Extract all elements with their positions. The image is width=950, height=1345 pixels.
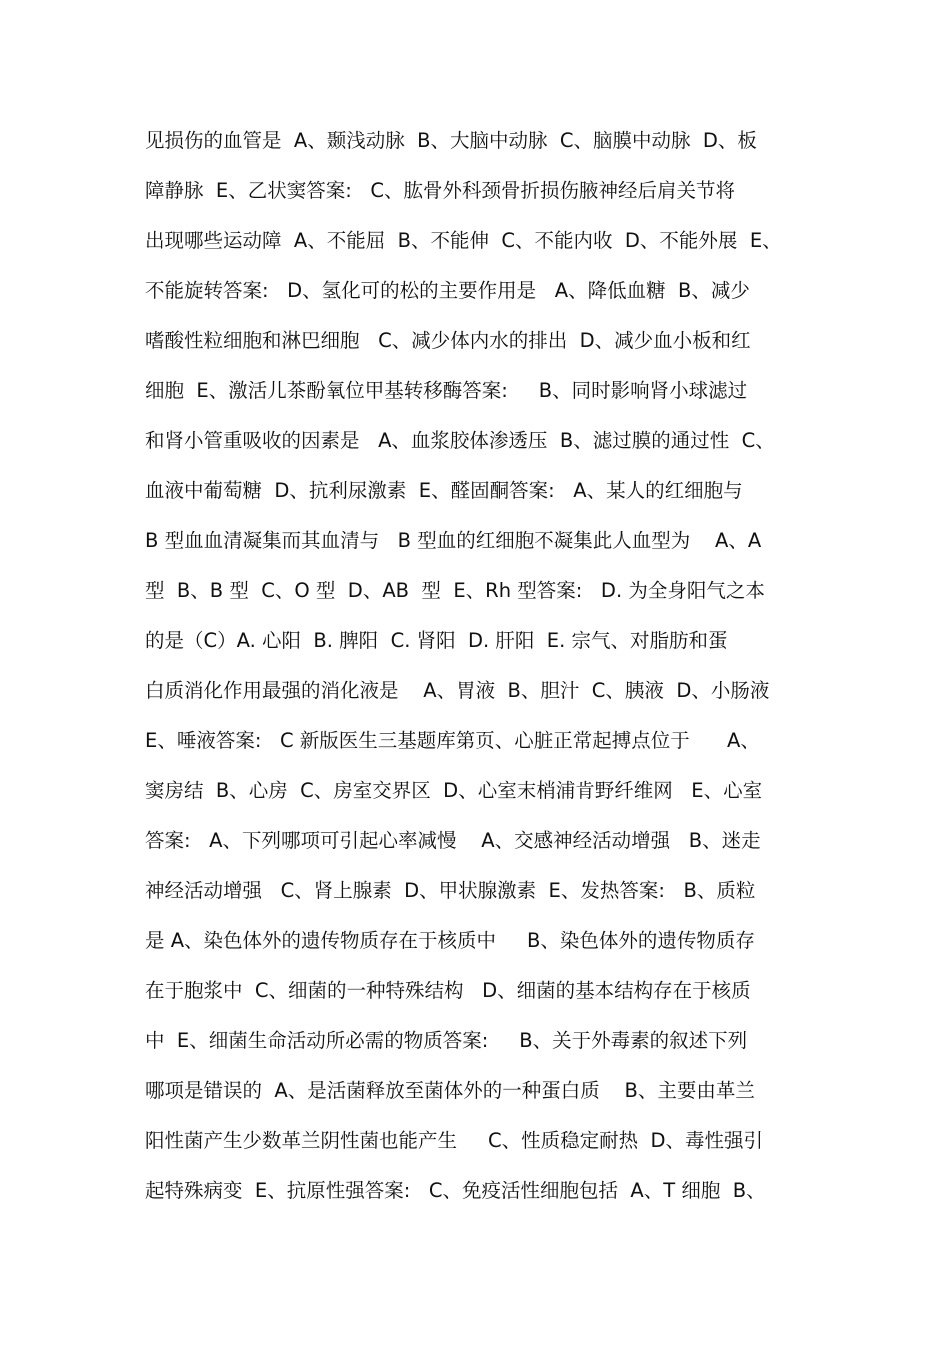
text-line: 型 B、B 型 C、O 型 D、AB 型 E、Rh 型答案: D. 为全身阳气之本 xyxy=(145,579,765,602)
text-line: 见损伤的血管是 A、颞浅动脉 B、大脑中动脉 C、脑膜中动脉 D、板 xyxy=(145,129,757,152)
text-line: 窦房结 B、心房 C、房室交界区 D、心室末梢浦肯野纤维网 E、心室 xyxy=(145,779,763,802)
text-line: 中 E、细菌生命活动所必需的物质答案: B、关于外毒素的叙述下列 xyxy=(145,1029,748,1052)
text-line: 阳性菌产生少数革兰阴性菌也能产生 C、性质稳定耐热 D、毒性强引 xyxy=(145,1129,764,1152)
text-line: E、唾液答案: C 新版医生三基题库第页、心脏正常起搏点位于 A、 xyxy=(145,729,760,752)
text-line: 的是（C）A. 心阳 B. 脾阳 C. 肾阳 D. 肝阳 E. 宗气、对脂肪和蛋 xyxy=(145,629,728,652)
text-line: 是 A、染色体外的遗传物质存在于核质中 B、染色体外的遗传物质存 xyxy=(145,929,755,952)
text-line: 血液中葡萄糖 D、抗利尿激素 E、醛固酮答案: A、某人的红细胞与 xyxy=(145,479,743,502)
text-line: 在于胞浆中 C、细菌的一种特殊结构 D、细菌的基本结构存在于核质 xyxy=(145,979,751,1002)
text-line: 障静脉 E、乙状窦答案: C、肱骨外科颈骨折损伤腋神经后肩关节将 xyxy=(145,179,735,202)
text-line: B 型血血清凝集而其血清与 B 型血的红细胞不凝集此人血型为 A、A xyxy=(145,529,762,552)
text-line: 神经活动增强 C、肾上腺素 D、甲状腺激素 E、发热答案: B、质粒 xyxy=(145,879,756,902)
body-text xyxy=(145,116,835,1216)
text-line: 起特殊病变 E、抗原性强答案: C、免疫活性细胞包括 A、T 细胞 B、 xyxy=(145,1179,766,1202)
text-line: 白质消化作用最强的消化液是 A、胃液 B、胆汁 C、胰液 D、小肠液 xyxy=(145,679,770,702)
text-line: 嗜酸性粒细胞和淋巴细胞 C、减少体内水的排出 D、减少血小板和红 xyxy=(145,329,751,352)
text-line: 和肾小管重吸收的因素是 A、血浆胶体渗透压 B、滤过膜的通过性 C、 xyxy=(145,429,775,452)
text-line: 细胞 E、激活儿茶酚氧位甲基转移酶答案: B、同时影响肾小球滤过 xyxy=(145,379,748,402)
text-line: 不能旋转答案: D、氢化可的松的主要作用是 A、降低血糖 B、减少 xyxy=(145,279,750,302)
text-line: 答案: A、下列哪项可引起心率减慢 A、交感神经活动增强 B、迷走 xyxy=(145,829,761,852)
text-line: 哪项是错误的 A、是活菌释放至菌体外的一种蛋白质 B、主要由革兰 xyxy=(145,1079,755,1102)
text-line: 出现哪些运动障 A、不能屈 B、不能伸 C、不能内收 D、不能外展 E、 xyxy=(145,229,782,252)
